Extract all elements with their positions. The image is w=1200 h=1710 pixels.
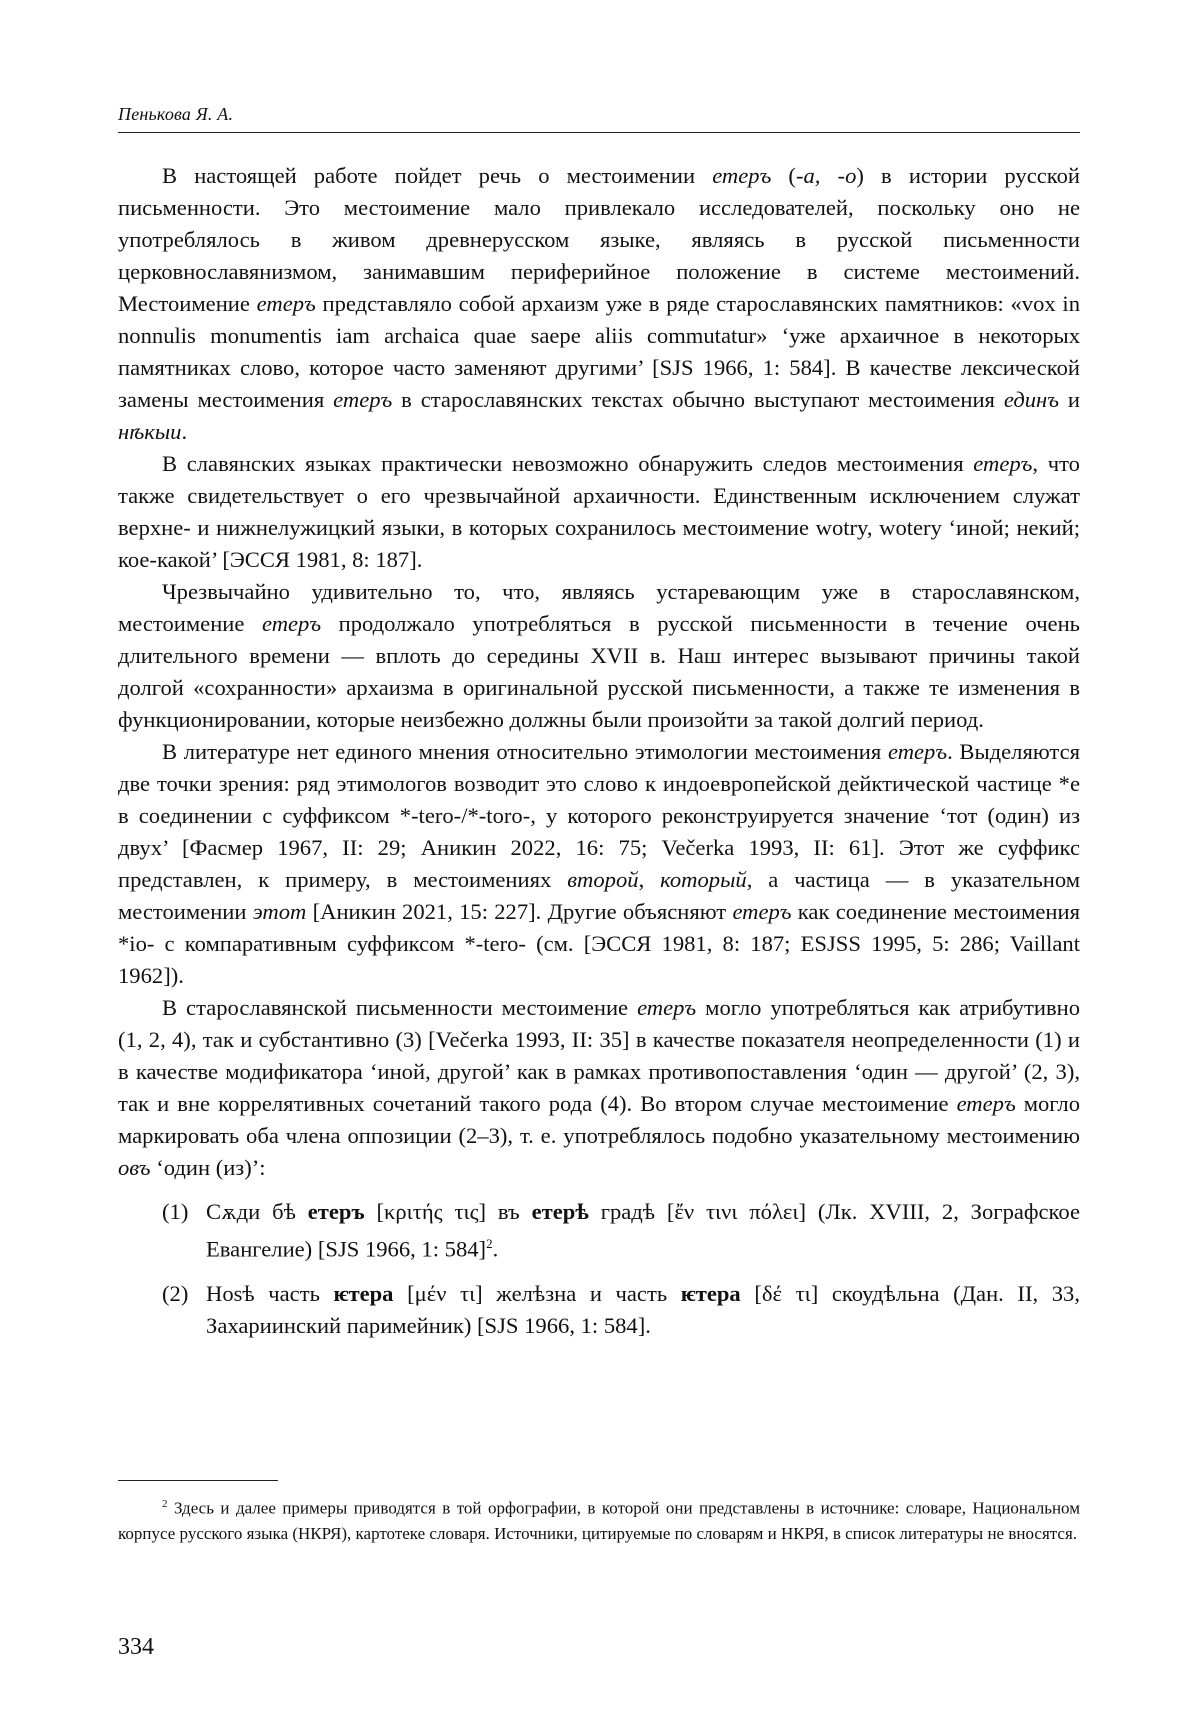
footnote-rule: [118, 1480, 278, 1481]
text-run: , что также свидетельствует о его чрезвычайной архаичности. Единственным исключением служат верхне- и нижнелужицкий языки, в которых сохранилось местоимение wotry, wotery ‘иной; некий; кое-какой’ [ЭССЯ 1981, 8: 187].: [118, 451, 1080, 572]
text-run: В славянских языках практически невозможно обнаружить следов местоимения: [162, 451, 974, 476]
text-run: Сѫди бѣ: [206, 1199, 308, 1224]
footnote-reference[interactable]: 2: [486, 1236, 493, 1251]
text-run: ‘один (из)’:: [150, 1155, 266, 1180]
text-run: В литературе нет единого мнения относительно этимологии местоимения: [162, 739, 888, 764]
example-number: (1): [162, 1199, 189, 1224]
text-run: продолжало употребляться в русской письменности в течение очень длительного времени — вплоть до середины XVII в. Наш интерес вызывают причины такой долгой «сохранности» архаизма в оригинальной русской письменности, а также те изменения в функционировании, которые неизбежно должны были произойти за такой долгий период.: [118, 611, 1080, 732]
text-run: представляло собой архаизм уже в ряде старославянских памятников: «vox in nonnulis monumentis iam archaica quae saepe aliis commutatur» ‘уже архаичное в некоторых памятниках слово, которое часто заменяют другими’ [SJS 1966, 1: 584]. В качестве лексической замены местоимения: [118, 291, 1081, 412]
header-rule: [118, 132, 1080, 133]
bold-term: ѥтера: [680, 1280, 741, 1306]
italic-term: овъ: [118, 1155, 151, 1180]
italic-term: етеръ: [973, 451, 1033, 476]
italic-term: который: [660, 867, 747, 892]
italic-term: етеръ: [732, 899, 792, 924]
text-run: Чрезвычайно удивительно то, что, являясь устаревающим уже в старославянском, местоимение: [118, 579, 1080, 636]
text-run: , а частица — в указательном местоимении: [118, 867, 1080, 924]
text-run: В старославянской письменности местоимение: [162, 995, 638, 1020]
text-run: как соединение местоимения *io- с компаративным суффиксом *-tero- (см. [ЭССЯ 1981, 8: 187; ESJSS 1995, 5: 286; Vaillant 1962]).: [118, 899, 1080, 988]
example-text: [206, 1278, 1080, 1342]
text-run: (: [771, 163, 796, 188]
paragraph-2: [118, 448, 1080, 576]
paragraph-3: [118, 576, 1080, 736]
footnote: [118, 1492, 1080, 1546]
paragraph-4: [118, 736, 1080, 992]
text-run: .: [181, 419, 188, 444]
text-run: [μέν τι] желѣзна и часть: [393, 1280, 681, 1306]
text-run: Ноѕѣ часть: [206, 1280, 334, 1306]
text-run: могло маркировать оба члена оппозиции (2–3), т. е. употреблялось подобно указательному местоимению: [118, 1091, 1081, 1148]
main-text: [118, 160, 1080, 1342]
text-run: [δέ τι] скоудѣльна (Дан. II, 33, Захариинский паримейник) [SJS 1966, 1: 584].: [206, 1280, 1080, 1338]
footnote-text: Здесь и далее примеры приводятся в той орфографии, в которой они представлены в источнике: словаре, Национальном корпусе русского языка (НКРЯ), картотеке словаря. Источники, цитируемые по словарям и НКРЯ, в список литературы не вносятся.: [118, 1498, 1080, 1543]
example-text: [206, 1196, 1080, 1266]
text-run: и: [1059, 387, 1080, 412]
text-run: ,: [638, 867, 661, 892]
italic-term: -а, -о: [795, 163, 857, 188]
italic-term: етеръ: [712, 163, 772, 188]
italic-term: нѣкыи: [118, 419, 182, 444]
text-run: могло употребляться как атрибутивно (1, 2, 4), так и субстантивно (3) [Večerka 1993, II: 35] в качестве показателя неопределенности (1) и в качестве модификатора ‘иной, другой’ как в рамках противопоставления ‘один — другой’ (2, 3), так и вне коррелятивных сочетаний такого рода (4). Во втором случае местоимение: [118, 995, 1080, 1116]
footnote-number: 2: [162, 1498, 168, 1510]
page-number: 334: [118, 1634, 154, 1660]
text-run: В настоящей работе пойдет речь о местоимении: [162, 163, 713, 188]
italic-term: етеръ: [261, 611, 322, 636]
example-2: [118, 1278, 1080, 1342]
text-run: .: [492, 1236, 499, 1262]
italic-term: второй: [567, 867, 639, 892]
italic-term: етеръ: [887, 739, 948, 764]
text-run: . Выделяются две точки зрения: ряд этимологов возводит это слово к индоевропейской дейктической частице *e в соединении с суффиксом *-tero-/*-toro-, у которого реконструируется значение ‘тот (один) из двух’ [Фасмер 1967, II: 29; Аникин 2022, 16: 75; Večerka 1993, II: 61]. Этот же суффикс представлен, к примеру, в местоимениях: [118, 739, 1080, 892]
italic-term: етеръ: [333, 387, 393, 412]
bold-term: ѥтера: [333, 1280, 394, 1306]
text-run: [Аникин 2021, 15: 227]. Другие объясняют: [306, 899, 733, 924]
example-number: (2): [162, 1280, 189, 1306]
text-run: ) в истории русской письменности. Это местоимение мало привлекало исследователей, поскольку оно не употреблялось в живом древнерусском языке, являясь в русской письменности церковнославянизмом, занимавшим периферийное положение в системе местоимений. Местоимение: [118, 163, 1080, 316]
italic-term: этот: [252, 899, 307, 924]
example-1: [118, 1196, 1080, 1266]
paragraph-1: [118, 160, 1080, 448]
running-header-author: Пенькова Я. А.: [118, 104, 234, 124]
bold-term: етеръ: [307, 1199, 365, 1224]
text-run: в старославянских текстах обычно выступают местоимения: [392, 387, 1004, 412]
paragraph-5: [118, 992, 1080, 1184]
text-run: [κριτής τις] въ: [364, 1199, 532, 1224]
text-run: градѣ [ἔν τινι πόλει] (Лк. XVIII, 2, Зографское Евангелие) [SJS 1966, 1: 584]: [206, 1199, 1080, 1262]
italic-term: единъ: [1003, 387, 1059, 412]
bold-term: етерѣ: [531, 1199, 589, 1224]
italic-term: етеръ: [637, 995, 697, 1020]
italic-term: етеръ: [956, 1091, 1016, 1116]
italic-term: етеръ: [256, 291, 316, 316]
